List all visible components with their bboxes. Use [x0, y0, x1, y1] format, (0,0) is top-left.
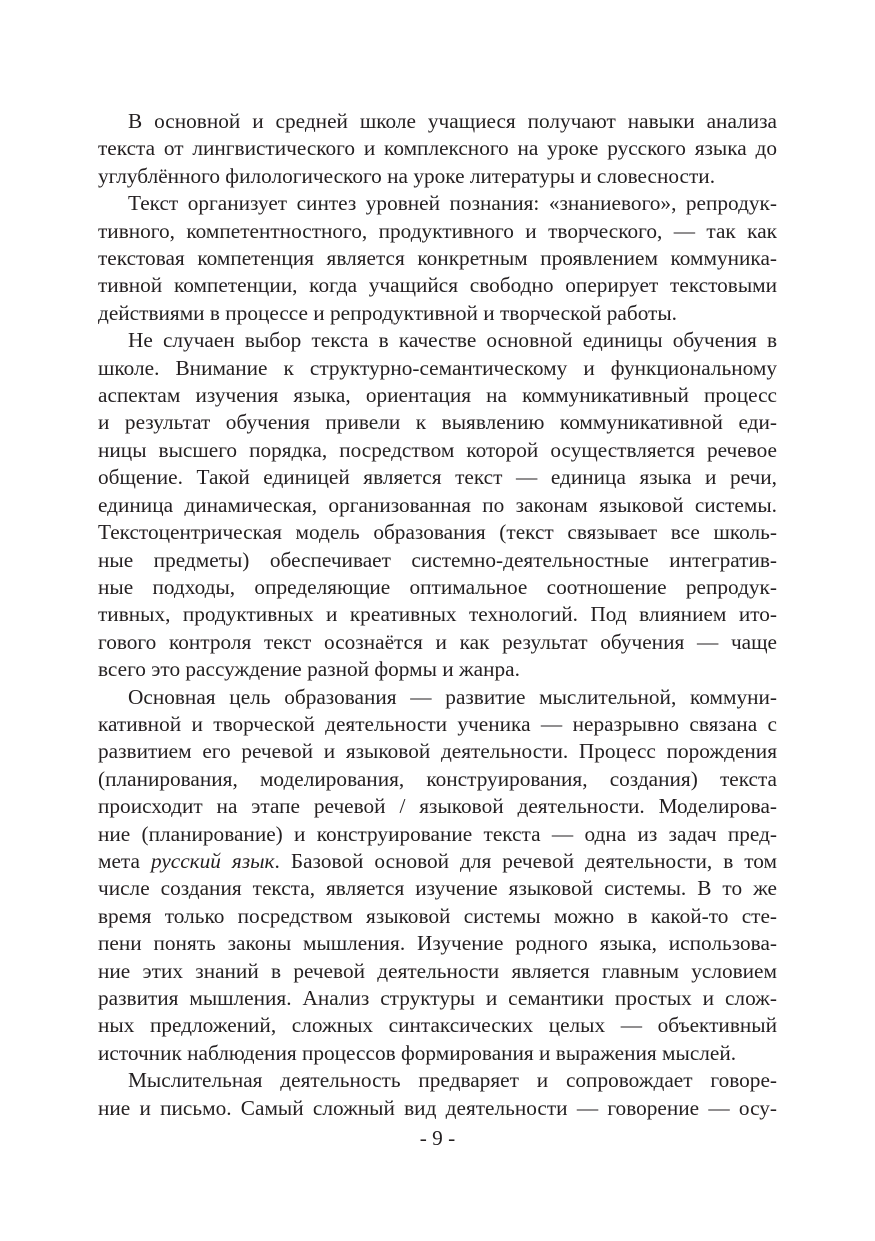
text-segment: мета: [98, 848, 151, 873]
text-line: гового контроля текст осознаётся и как результат обучения — чаще: [98, 629, 777, 654]
paragraph-4: [98, 684, 777, 1068]
text-line: Не случаен выбор текста в качестве основной единицы обучения в: [128, 328, 777, 353]
page-number: - 9 -: [419, 1126, 456, 1150]
italic-subject-name: русский язык: [150, 848, 275, 873]
text-line: ние и письмо. Самый сложный вид деятельности — говорение — осу-: [98, 1095, 777, 1120]
paragraph-1: [98, 108, 777, 190]
text-line: (планирования, моделирования, конструирования, создания) текста: [98, 766, 777, 791]
text-line: текста от лингвистического и комплексного на уроке русского языка до: [98, 136, 777, 161]
text-line: В основной и средней школе учащиеся получают навыки анализа: [128, 109, 777, 133]
text-line: единица динамическая, организованная по законам языковой системы.: [98, 492, 777, 517]
text-line: кативной и творческой деятельности ученика — неразрывно связана с: [98, 711, 777, 736]
text-line: ницы высшего порядка, посредством которой осуществляется речевое: [98, 437, 777, 462]
paragraph-5: [98, 1067, 777, 1122]
text-line: развитием его речевой и языковой деятельности. Процесс порождения: [98, 739, 777, 764]
text-line: Текст организует синтез уровней познания: «знаниевого», репродук-: [128, 191, 777, 216]
text-line: школе. Внимание к структурно-семантическому и функциональному: [98, 355, 777, 380]
text-line: Текстоцентрическая модель образования (текст связывает все школь-: [98, 520, 777, 545]
text-line: текстовая компетенция является конкретным проявлением коммуника-: [98, 246, 777, 271]
text-line: тивной компетенции, когда учащийся свободно оперирует текстовыми: [98, 273, 777, 298]
text-line: Основная цель образования — развитие мыслительной, коммуни-: [128, 684, 777, 709]
text-line: общение. Такой единицей является текст — единица языка и речи,: [98, 465, 777, 490]
text-line: ные подходы, определяющие оптимальное соотношение репродук-: [98, 574, 777, 599]
text-line-with-italic: [98, 848, 777, 875]
text-line: действиями в процессе и репродуктивной и творческой работы.: [98, 300, 677, 325]
text-line: ние (планирование) и конструирование текста — одна из задач пред-: [98, 821, 777, 846]
text-line: тивного, компетентностного, продуктивного и творческого, — так как: [98, 218, 777, 243]
text-line: всего это рассуждение разной формы и жанра.: [98, 657, 520, 682]
text-line: ние этих знаний в речевой деятельности является главным условием: [98, 958, 777, 983]
text-line: развития мышления. Анализ структуры и семантики простых и слож-: [98, 986, 777, 1010]
text-line: тивных, продуктивных и креативных технологий. Под влиянием ито-: [98, 602, 777, 627]
text-line: Мыслительная деятельность предваряет и сопровождает говоре-: [128, 1068, 777, 1093]
text-line: аспектам изучения языка, ориентация на коммуникативный процесс: [98, 383, 777, 408]
body-text: [98, 108, 777, 1122]
paragraph-3: [98, 327, 777, 683]
text-line: числе создания текста, является изучение языковой системы. В то же: [98, 876, 777, 901]
text-segment: . Базовой основой для речевой деятельности, в том: [274, 848, 778, 873]
text-line: ных предложений, сложных синтаксических целых — объективный: [98, 1013, 777, 1038]
text-line: время только посредством языковой системы можно в какой-то сте-: [98, 903, 777, 928]
text-line: и результат обучения привели к выявлению коммуникативной еди-: [98, 410, 777, 435]
text-line: углублённого филологического на уроке литературы и словесности.: [98, 163, 716, 188]
paragraph-2: [98, 190, 777, 327]
text-line: источник наблюдения процессов формирования и выражения мыслей.: [98, 1040, 737, 1065]
text-line: ные предметы) обеспечивает системно-деятельностные интегратив-: [98, 547, 777, 572]
text-line: происходит на этапе речевой / языковой деятельности. Моделирова-: [98, 794, 777, 819]
text-line: пени понять законы мышления. Изучение родного языка, использова-: [98, 931, 777, 956]
